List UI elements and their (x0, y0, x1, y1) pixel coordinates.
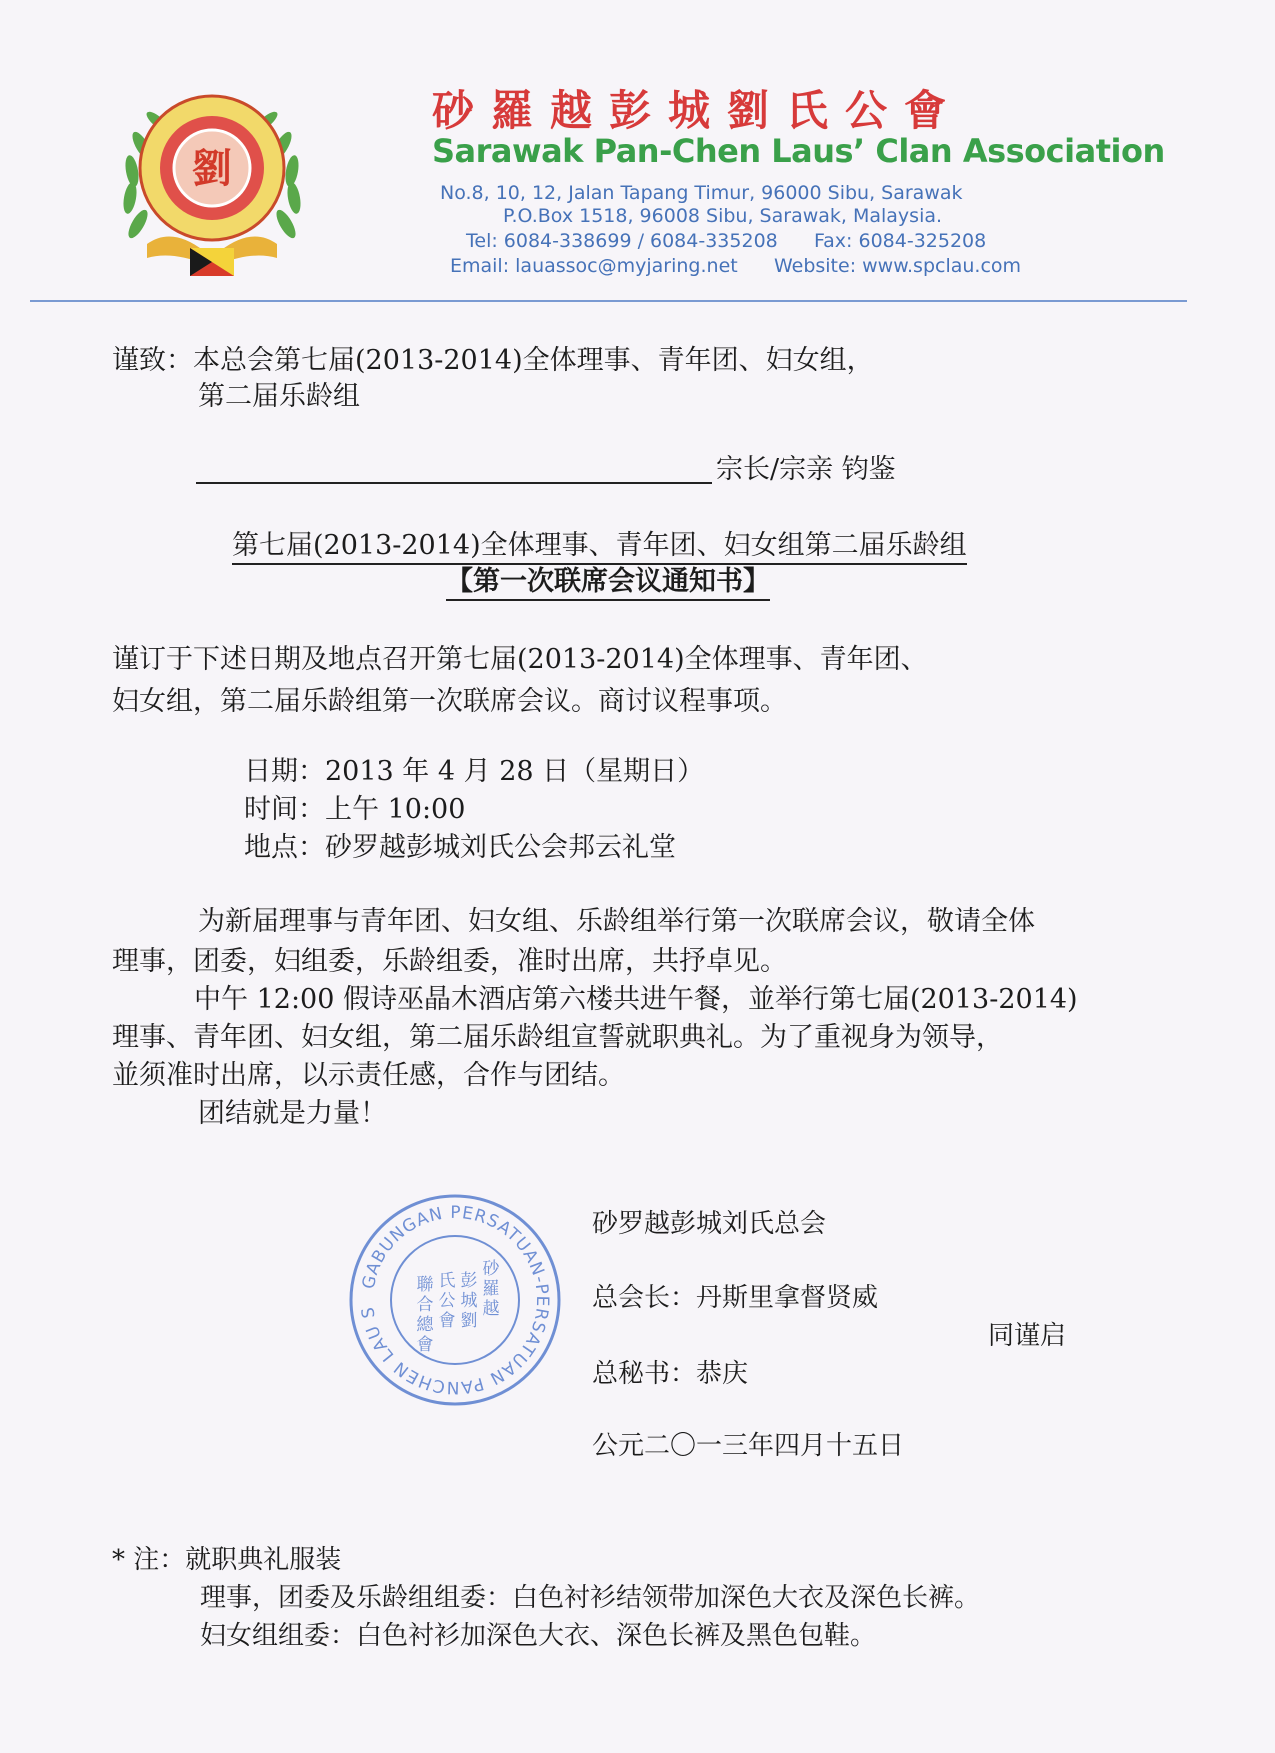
stamp-char: 城 (460, 1291, 478, 1311)
stamp-char: 總 (416, 1315, 434, 1335)
flag-icon (190, 248, 234, 276)
notice-heading-line-2: 【第一次联席会议通知书】 (446, 566, 770, 601)
paragraph-2-line-1: 中午 12:00 假诗巫晶木酒店第六楼共进午餐，並举行第七届(2013-2014) (194, 984, 1078, 1015)
note-dress-code-women: 妇女组组委：白色衬衫加深色大衣、深色长裤及黑色包鞋。 (200, 1621, 877, 1651)
stamp-char: 氏 (438, 1271, 456, 1291)
paragraph-1-line-1: 为新届理事与青年团、妇女组、乐龄组举行第一次联席会议，敬请全体 (198, 906, 1035, 937)
paragraph-1-line-2: 理事，团委，妇组委，乐龄组委，准时出席，共抒卓见。 (112, 946, 787, 977)
recipient-line-2: 第二届乐龄组 (198, 381, 360, 412)
notice-heading-line-1: 第七届(2013-2014)全体理事、青年团、妇女组第二届乐龄组 (232, 530, 967, 565)
signatory-organization: 砂罗越彭城刘氏总会 (592, 1209, 827, 1239)
stamp-char: 越 (482, 1299, 500, 1319)
stamp-char: 公 (438, 1291, 456, 1311)
stamp-char: 羅 (482, 1279, 500, 1299)
header-divider (30, 300, 1187, 302)
association-name-chinese: 砂羅越彭城劉氏公會 (432, 86, 964, 135)
signatory-secretary: 总秘书：恭庆 (592, 1359, 749, 1389)
salutation: 宗长/宗亲 钧鉴 (716, 454, 896, 485)
association-name-english: Sarawak Pan-Chen Laus’ Clan Association (432, 132, 1165, 170)
address-line-1: No.8, 10, 12, Jalan Tapang Timur, 96000 Sibu, Sarawak (440, 182, 963, 204)
logo-center-glyph: 劉 (192, 146, 232, 192)
motto: 团结就是力量！ (198, 1098, 387, 1129)
signatory-joint-closing: 同谨启 (988, 1321, 1067, 1351)
association-logo (112, 76, 312, 286)
note-dress-code-committee: 理事，团委及乐龄组组委：白色衬衫结领带加深色大衣及深色长裤。 (200, 1583, 981, 1613)
intro-line-2: 妇女组，第二届乐龄组第一次联席会议。商讨议程事项。 (112, 686, 787, 717)
address-line-2: P.O.Box 1518, 96008 Sibu, Sarawak, Malaysia. (503, 205, 943, 227)
signatory-president: 总会长：丹斯里拿督贤威 (592, 1283, 879, 1313)
stamp-char: 合 (416, 1295, 434, 1315)
official-seal-stamp (345, 1190, 565, 1410)
stamp-char: 聯 (416, 1275, 434, 1295)
stamp-ring-text: GABUNGAN PERSATUAN-PERSATUAN PANCHEN LAU S (358, 1202, 553, 1398)
stamp-char: 會 (416, 1335, 434, 1355)
name-blank-line (196, 482, 712, 484)
paragraph-2-line-2: 理事、青年团、妇女组，第二届乐龄组宣誓就职典礼。为了重视身为领导， (112, 1022, 1003, 1053)
meeting-time: 时间：上午 10:00 (244, 794, 466, 825)
meeting-date: 日期：2013 年 4 月 28 日（星期日） (244, 756, 705, 787)
letter-date: 公元二〇一三年四月十五日 (592, 1431, 905, 1461)
stamp-char: 會 (438, 1311, 456, 1331)
meeting-venue: 地点：砂罗越彭城刘氏公会邦云礼堂 (244, 832, 676, 863)
stamp-char: 劉 (460, 1311, 478, 1331)
note-heading: * 注：就职典礼服装 (112, 1545, 342, 1575)
email-website-line: Email: lauassoc@myjaring.net Website: www.spclau.com (450, 255, 1022, 277)
intro-line-1: 谨订于下述日期及地点召开第七届(2013-2014)全体理事、青年团、 (112, 644, 928, 675)
stamp-char: 砂 (482, 1259, 500, 1279)
stamp-char: 彭 (460, 1271, 478, 1291)
paragraph-2-line-3: 並须准时出席，以示责任感，合作与团结。 (112, 1060, 625, 1091)
recipient-line-1: 谨致：本总会第七届(2013-2014)全体理事、青年团、妇女组， (112, 345, 874, 376)
tel-fax-line: Tel: 6084-338699 / 6084-335208 Fax: 6084-325208 (466, 230, 987, 252)
